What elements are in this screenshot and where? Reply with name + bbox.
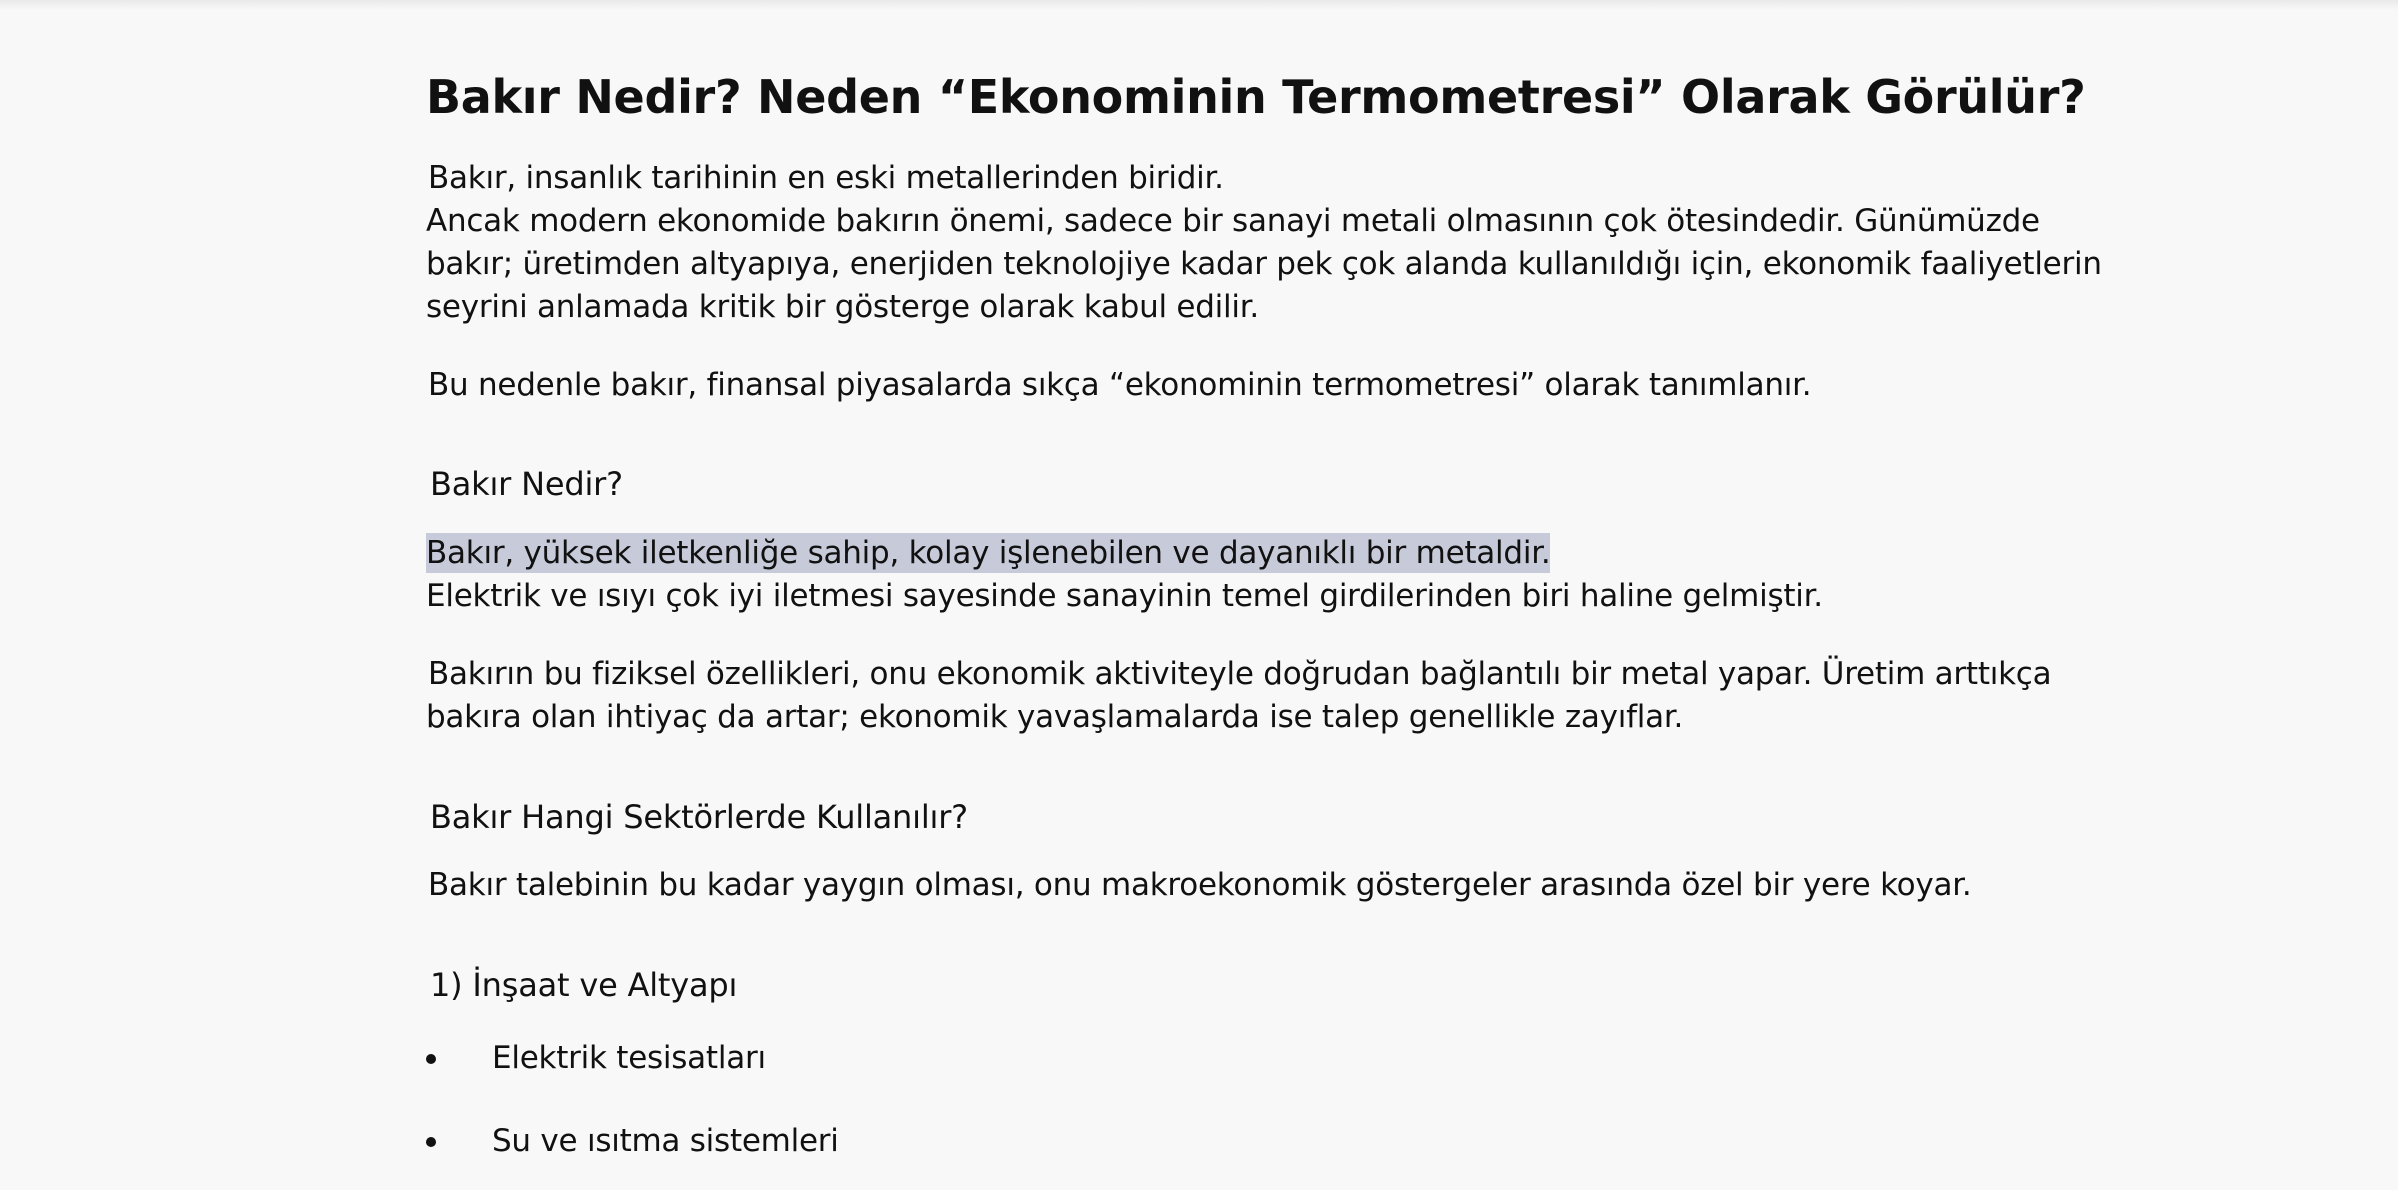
- highlighted-sentence[interactable]: [426, 535, 1550, 571]
- subsection-heading-construction: 1) İnşaat ve Altyapı: [430, 966, 738, 1004]
- article-content: [426, 0, 2102, 1190]
- intro-line-2: Ancak modern ekonomide bakırın önemi, sadece bir sanayi metali olmasının çok ötesindedir. Günümüzde: [426, 203, 2040, 239]
- section2-line: Bakır talebinin bu kadar yaygın olması, onu makroekonomik göstergeler arasında özel bir yere koyar.: [428, 867, 1972, 903]
- intro-line-1: Bakır, insanlık tarihinin en eski metallerinden biridir.: [428, 160, 1224, 196]
- bullet-dot-2: [426, 1137, 436, 1147]
- section1-line-2: Elektrik ve ısıyı çok iyi iletmesi sayesinde sanayinin temel girdilerinden biri haline gelmiştir.: [426, 578, 1823, 614]
- intro-line-4: seyrini anlamada kritik bir gösterge olarak kabul edilir.: [426, 289, 1260, 325]
- section1-para2-line-1: Bakırın bu fiziksel özellikleri, onu ekonomik aktiviteyle doğrudan bağlantılı bir metal yapar. Üretim arttıkça: [428, 656, 2052, 692]
- intro-line-3: bakır; üretimden altyapıya, enerjiden teknolojiye kadar pek çok alanda kullanıldığı için, ekonomik faaliyetlerin: [426, 246, 2102, 282]
- section1-para2-line-2: bakıra olan ihtiyaç da artar; ekonomik yavaşlamalarda ise talep genellikle zayıflar.: [426, 699, 1684, 735]
- bullet-item-1: Elektrik tesisatları: [492, 1040, 766, 1076]
- article-title: Bakır Nedir? Neden “Ekonominin Termometresi” Olarak Görülür?: [426, 70, 2086, 124]
- bullet-item-2: Su ve ısıtma sistemleri: [492, 1123, 839, 1159]
- section-heading-sectors: Bakır Hangi Sektörlerde Kullanılır?: [430, 798, 968, 836]
- bullet-dot-1: [426, 1054, 436, 1064]
- selection-highlight: Bakır, yüksek iletkenliğe sahip, kolay işlenebilen ve dayanıklı bir metaldir.: [426, 535, 1551, 571]
- thermometer-line: Bu nedenle bakır, finansal piyasalarda sıkça “ekonominin termometresi” olarak tanımlanır.: [428, 367, 1812, 403]
- section-heading-what-is-copper: Bakır Nedir?: [430, 465, 623, 503]
